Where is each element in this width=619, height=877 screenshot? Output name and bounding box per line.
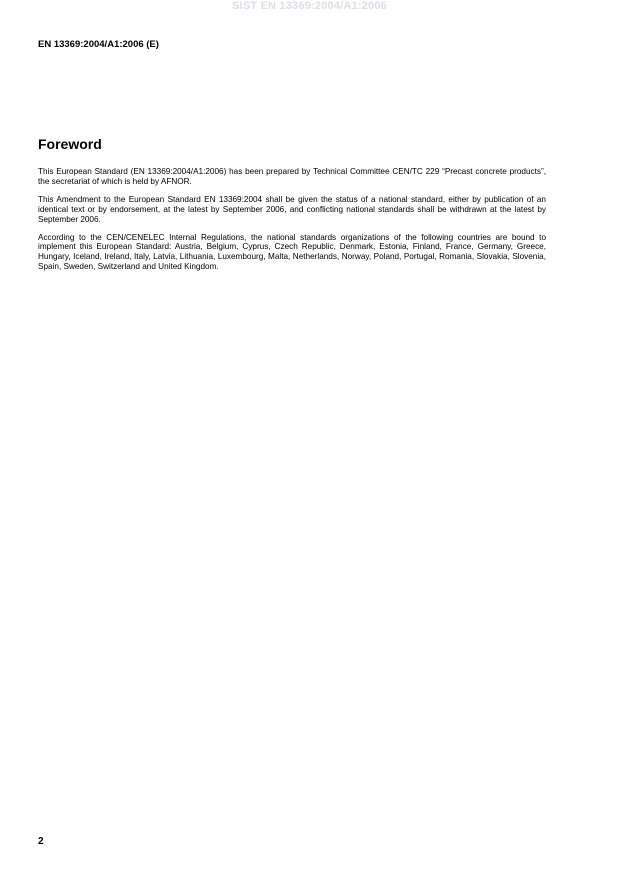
document-header: EN 13369:2004/A1:2006 (E) [38, 39, 159, 50]
foreword-paragraph: According to the CEN/CENELEC Internal Regulations, the national standards organizations of the following countries are bound to implement this European Standard: Austria, Belgium, Cyprus, Czech Republic, Denmark, Estonia, Finland, France, Germany, Greece, Hungary, Iceland, Ireland, Italy, Latvia, Lithuania, Luxembourg, Malta, Netherlands, Norway, Poland, Portugal, Romania, Slovakia, Slovenia, Spain, Sweden, Switzerland and United Kingdom. [38, 232, 546, 272]
page-number: 2 [38, 836, 44, 847]
foreword-title: Foreword [38, 136, 102, 152]
foreword-body [38, 167, 546, 280]
foreword-paragraph: This Amendment to the European Standard EN 13369:2004 shall be given the status of a national standard, either by publication of an identical text or by endorsement, at the latest by September 2006, and conflicting national standards shall be withdrawn at the latest by September 2006. [38, 194, 546, 224]
watermark: SIST EN 13369:2004/A1:2006 [231, 0, 388, 12]
foreword-paragraph: This European Standard (EN 13369:2004/A1:2006) has been prepared by Technical Committee CEN/TC 229 “Precast concrete products”, the secretariat of which is held by AFNOR. [38, 167, 546, 186]
